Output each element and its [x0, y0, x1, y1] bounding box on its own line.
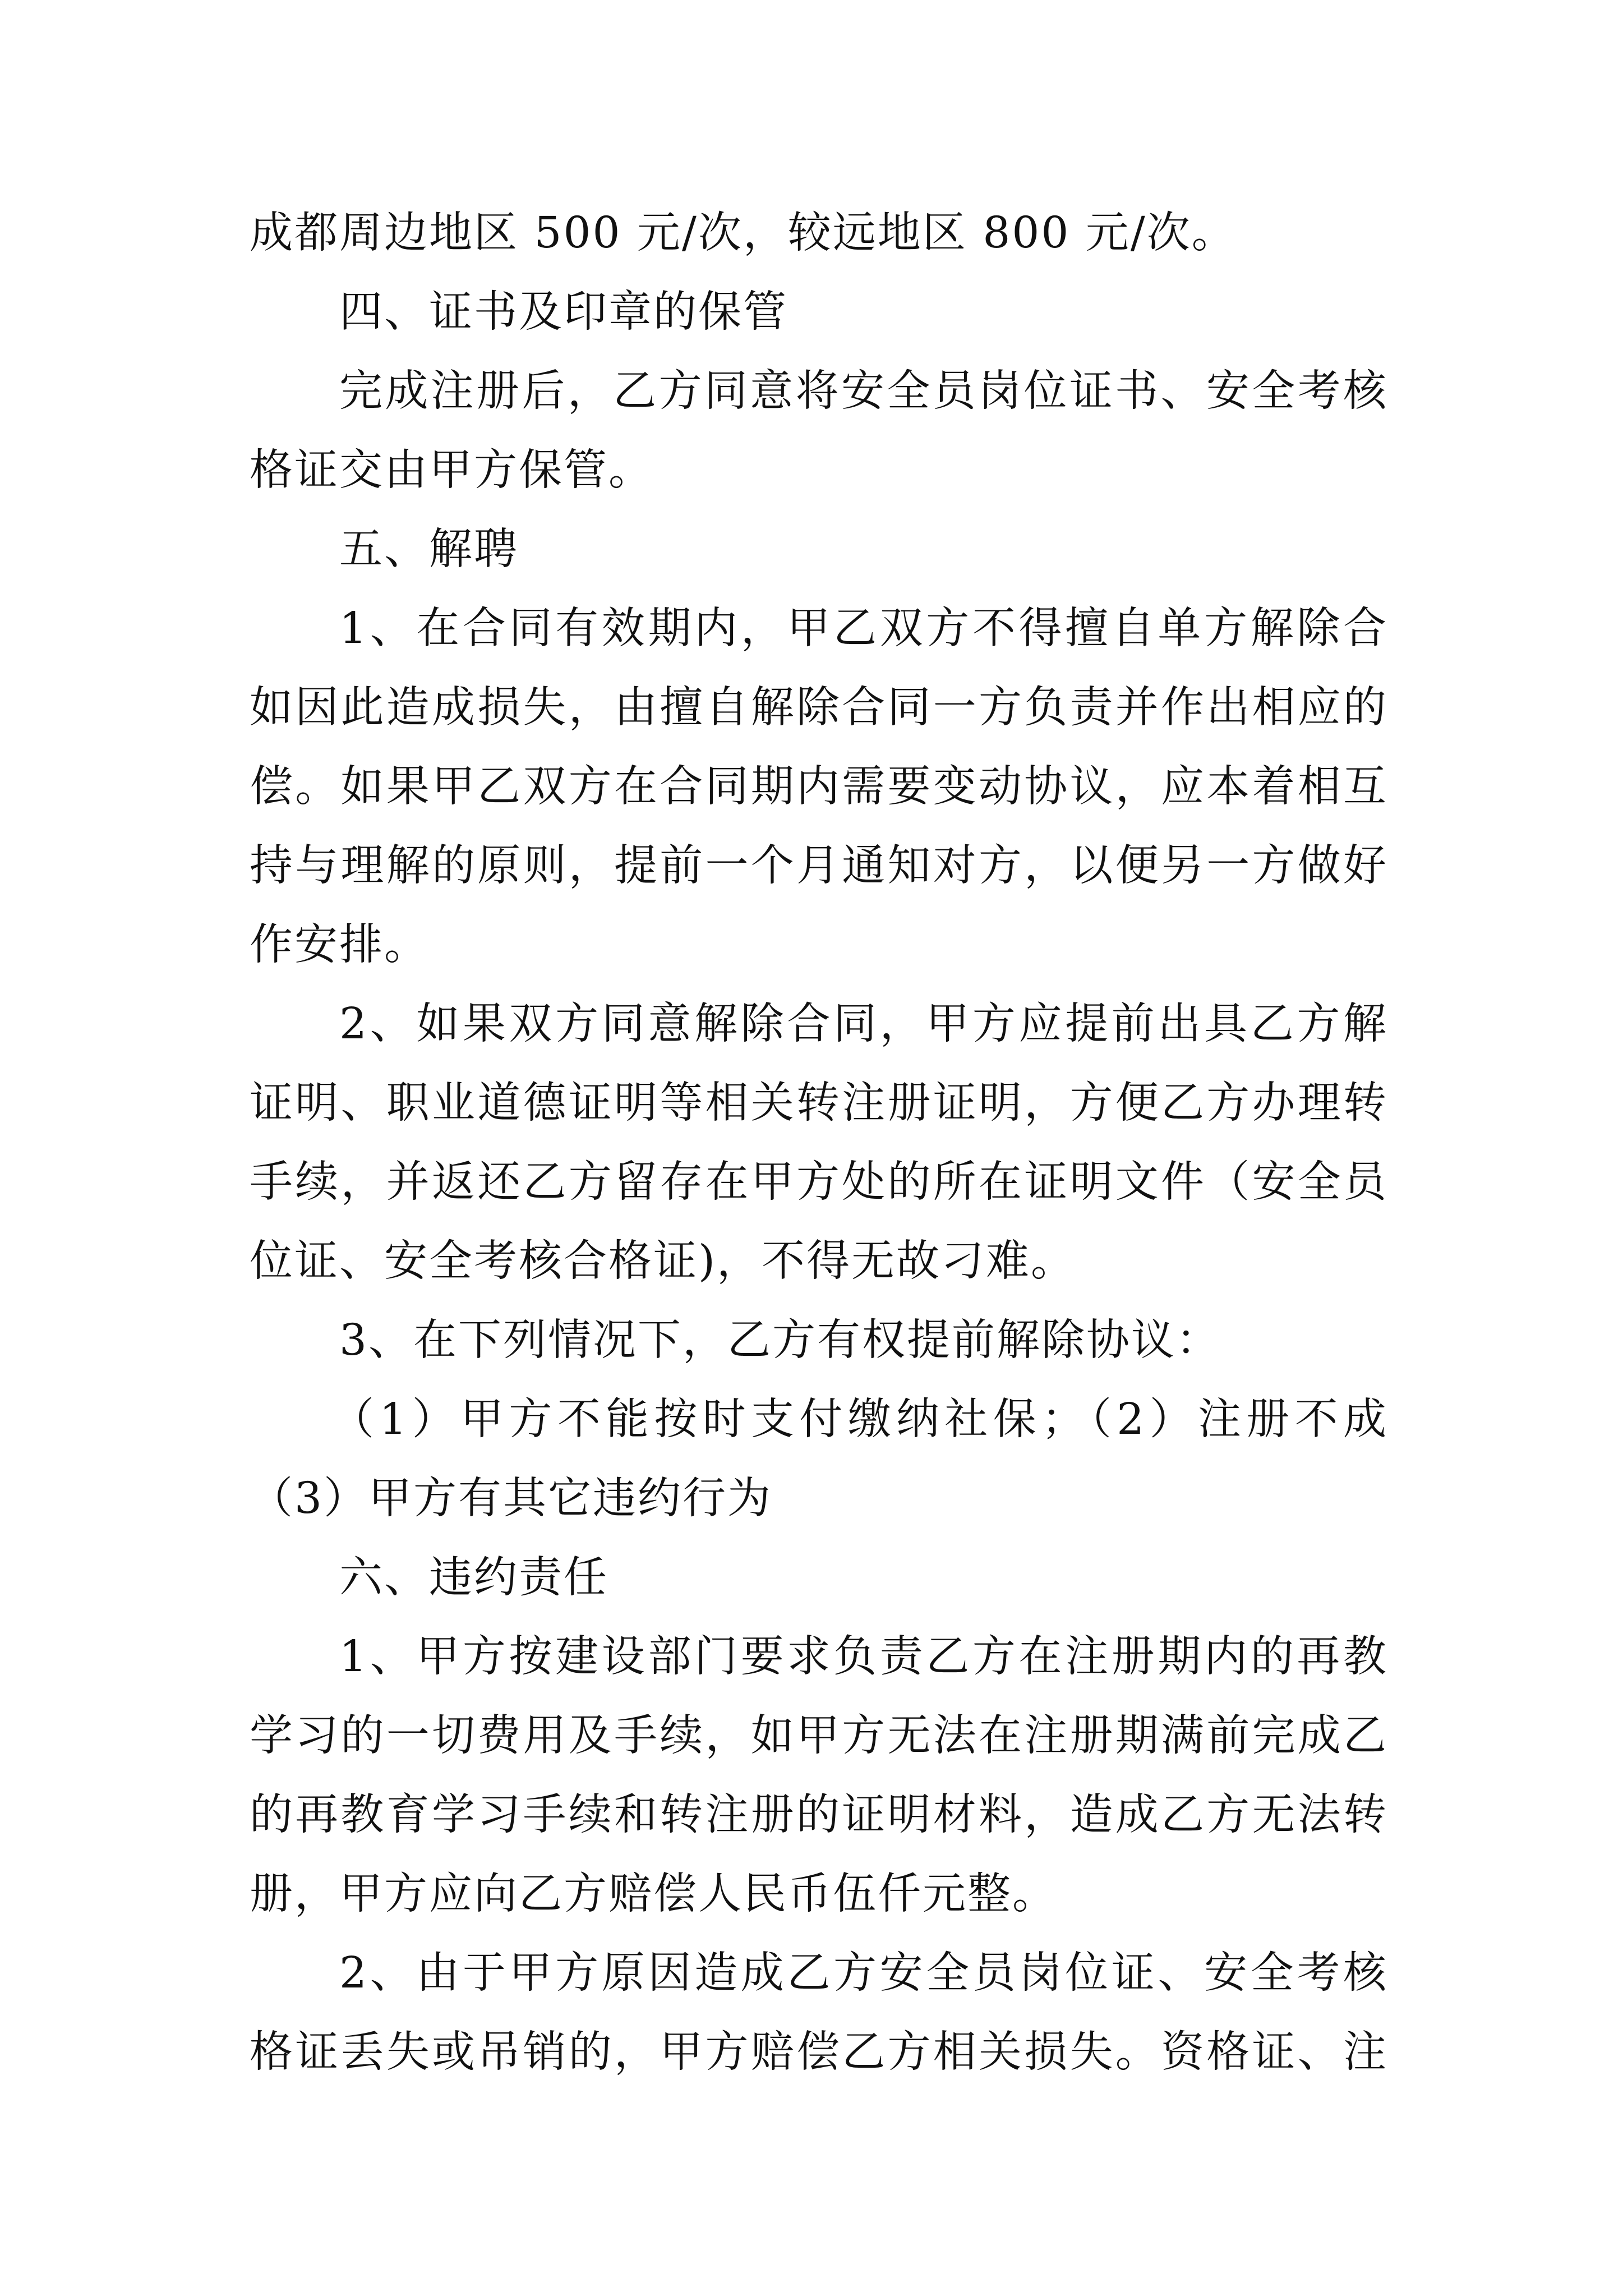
text-line: 格证交由甲方保管。 — [250, 445, 653, 495]
text-line: （3）甲方有其它违约行为 — [250, 1474, 772, 1524]
section-heading: 五、解聘 — [339, 524, 519, 574]
text-line: 完成注册后，乙方同意将安全员岗位证书、安全考核 — [339, 366, 1388, 416]
text-line: 偿。如果甲乙双方在合同期内需要变动协议，应本着相互 — [250, 762, 1388, 812]
text-line: （1）甲方不能按时支付缴纳社保；（2）注册不成 — [331, 1395, 1388, 1444]
section-heading: 四、证书及印章的保管 — [339, 287, 788, 337]
document-body — [250, 194, 1388, 2092]
section-heading: 六、违约责任 — [339, 1553, 608, 1603]
text-line: 手续，并返还乙方留存在甲方处的所在证明文件（安全员 — [250, 1157, 1388, 1207]
text-line: 2、如果双方同意解除合同，甲方应提前出具乙方解 — [339, 999, 1388, 1049]
text-line: 学习的一切费用及手续，如甲方无法在注册期满前完成乙 — [250, 1711, 1388, 1761]
text-line: 格证丢失或吊销的，甲方赔偿乙方相关损失。资格证、注 — [250, 2027, 1388, 2077]
text-line: 位证、安全考核合格证)，不得无故刁难。 — [250, 1236, 1076, 1286]
text-line: 证明、职业道德证明等相关转注册证明，方便乙方办理转 — [250, 1078, 1388, 1128]
text-line: 2、由于甲方原因造成乙方安全员岗位证、安全考核 — [339, 1948, 1388, 1998]
text-line: 册，甲方应向乙方赔偿人民币伍仟元整。 — [250, 1869, 1057, 1919]
text-line: 持与理解的原则，提前一个月通知对方，以便另一方做好 — [250, 841, 1388, 891]
text-line: 作安排。 — [250, 920, 429, 970]
text-line: 1、甲方按建设部门要求负责乙方在注册期内的再教 — [339, 1632, 1388, 1682]
text-line: 成都周边地区 500 元/次，较远地区 800 元/次。 — [250, 208, 1237, 258]
text-line: 3、在下列情况下，乙方有权提前解除协议： — [339, 1315, 1221, 1365]
text-line: 如因此造成损失，由擅自解除合同一方负责并作出相应的 — [250, 683, 1388, 733]
text-line: 1、在合同有效期内，甲乙双方不得擅自单方解除合 — [339, 604, 1388, 654]
text-line: 的再教育学习手续和转注册的证明材料，造成乙方无法转 — [250, 1790, 1388, 1840]
